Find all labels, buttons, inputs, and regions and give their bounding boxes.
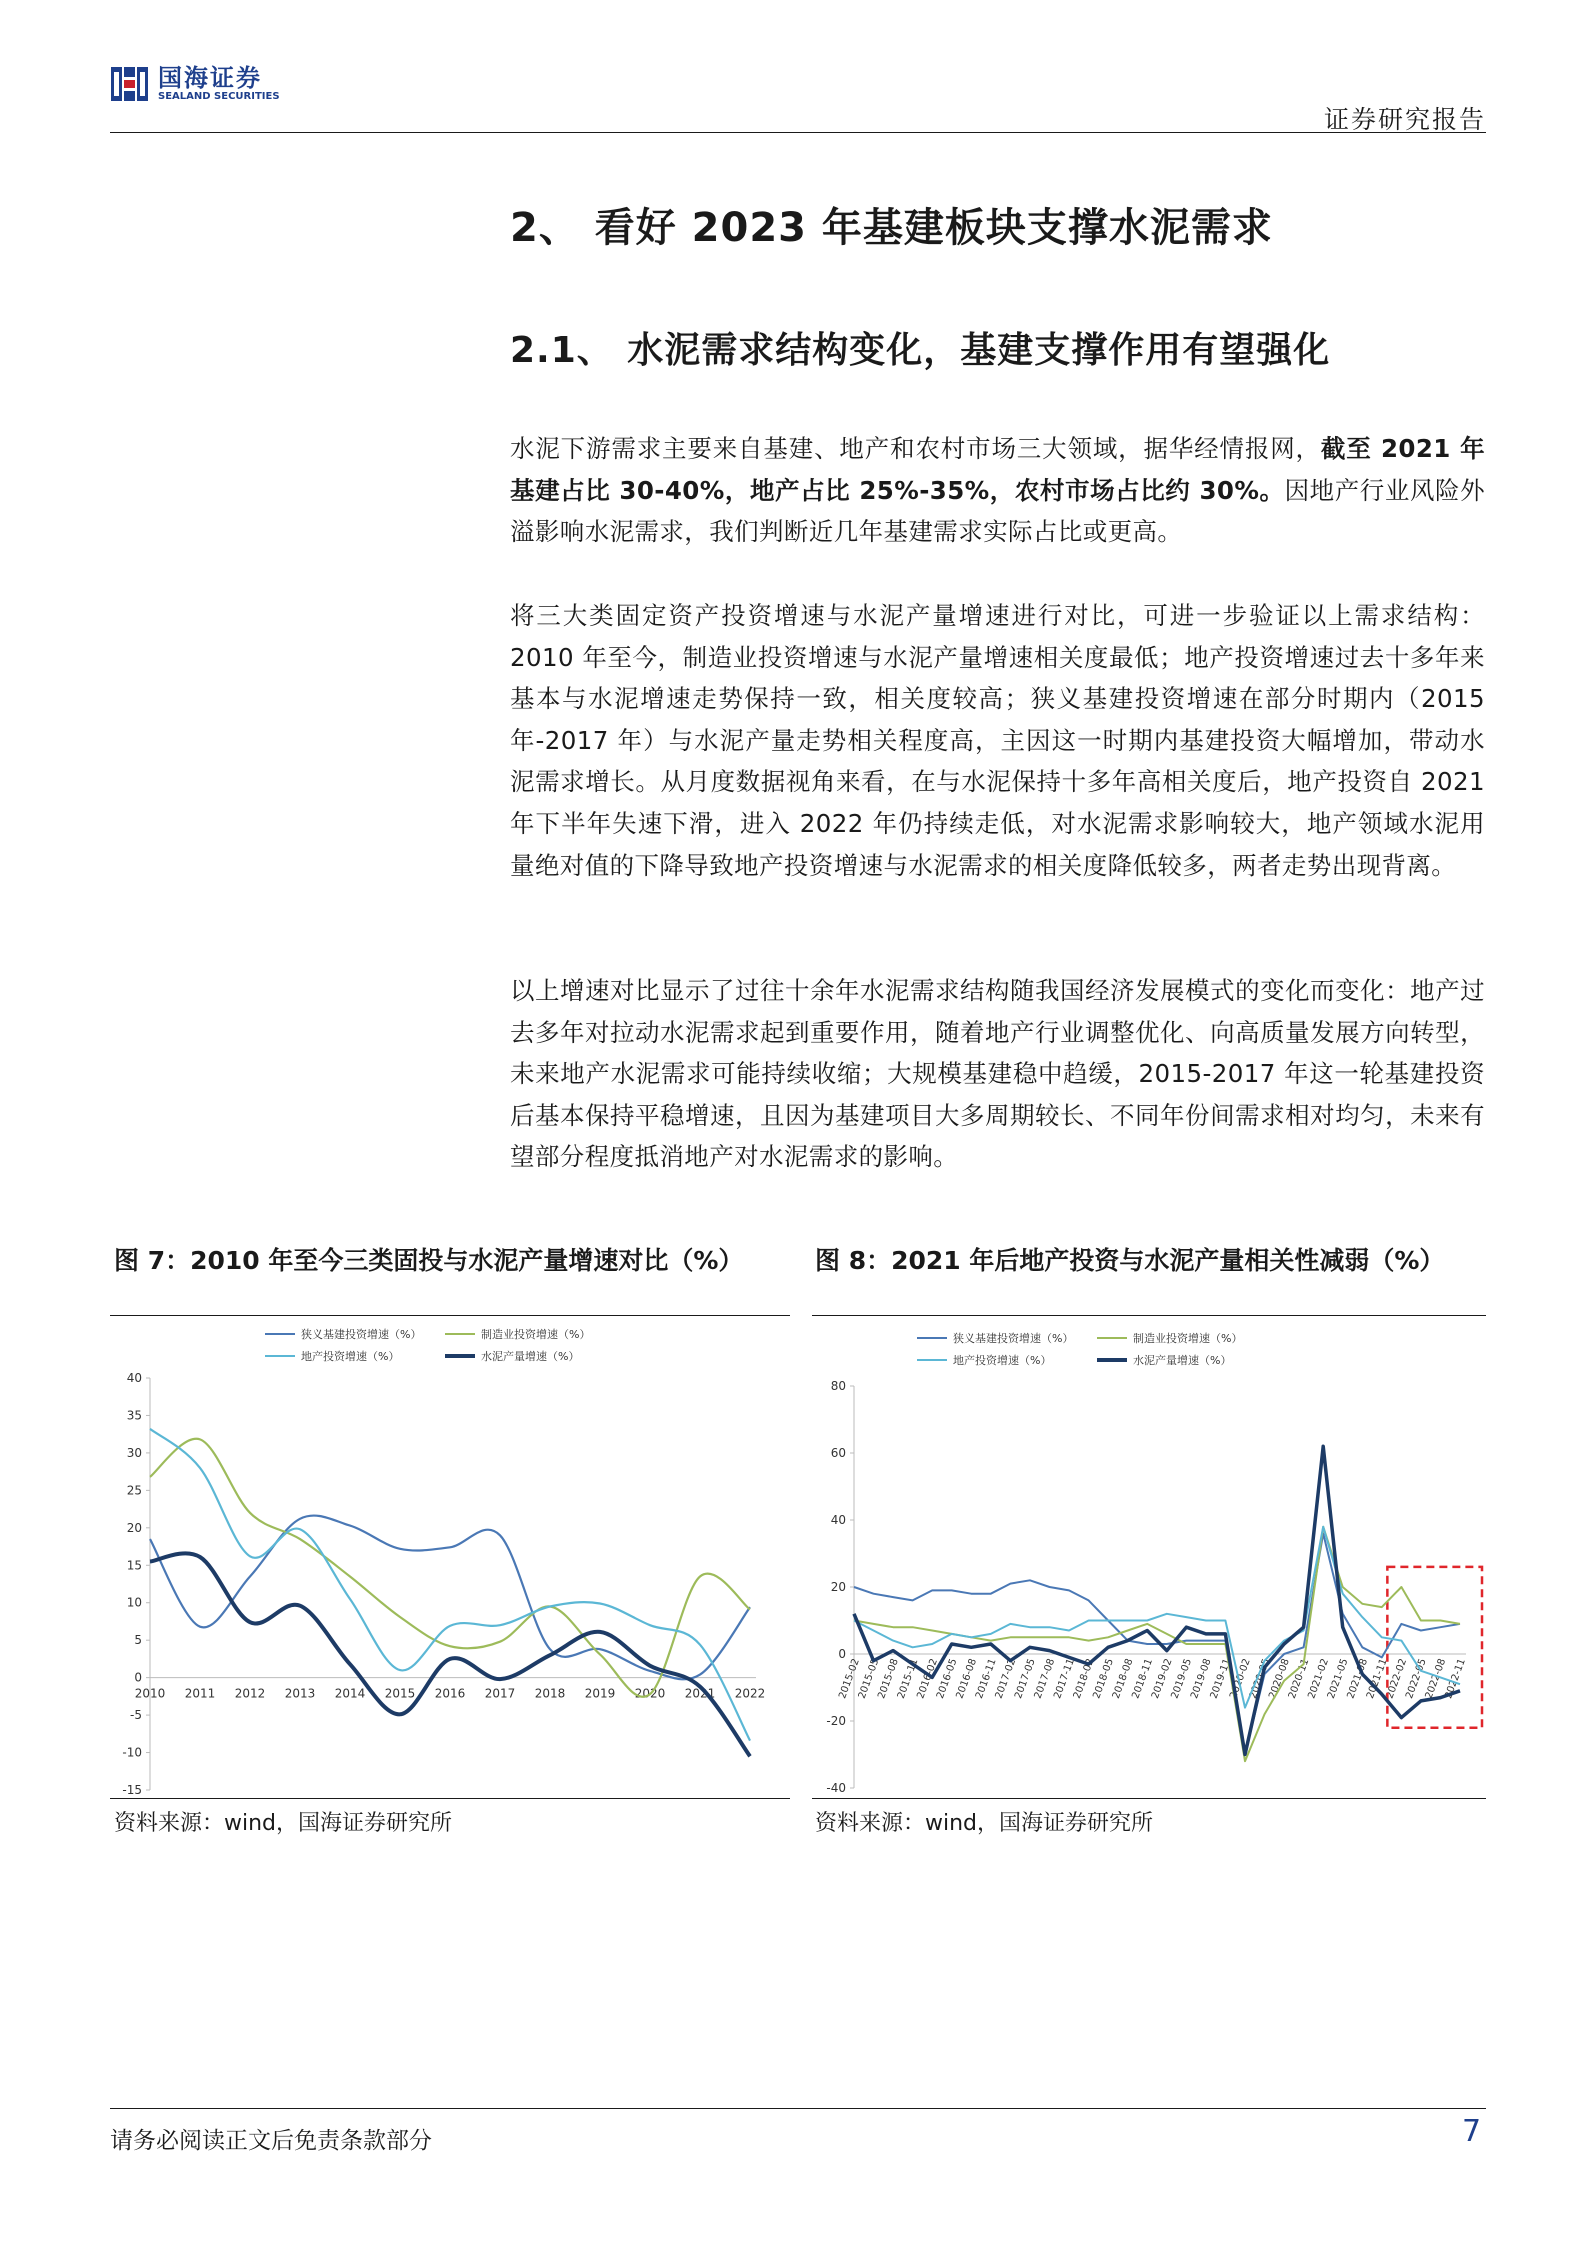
subsection-title: 2.1、 水泥需求结构变化，基建支撑作用有望强化	[510, 330, 1331, 371]
x-tick-label: 2016-11	[974, 1657, 999, 1701]
page-header	[110, 60, 1486, 132]
x-tick-label: 2012	[234, 1686, 266, 1701]
y-tick-label: -10	[122, 1745, 142, 1760]
company-logo	[110, 64, 280, 104]
x-tick-label: 2020-02	[1228, 1657, 1253, 1701]
figure8-title-rule	[812, 1315, 1486, 1316]
y-tick-label: 40	[830, 1513, 846, 1527]
x-tick-label: 2018-11	[1130, 1657, 1156, 1701]
legend-label: 狭义基建投资增速（%）	[953, 1332, 1074, 1345]
legend-label: 地产投资增速（%）	[953, 1354, 1052, 1367]
x-tick-label: 2015-08	[876, 1657, 901, 1701]
y-tick-label: 20	[830, 1580, 846, 1594]
x-tick-label: 2013	[284, 1686, 316, 1701]
y-tick-label: 10	[126, 1595, 142, 1610]
x-tick-label: 2022-11	[1443, 1657, 1468, 1701]
x-tick-label: 2016-08	[954, 1657, 980, 1701]
figure7-chart	[110, 1318, 790, 1798]
logo-english-name: SEALAND SECURITIES	[158, 91, 280, 102]
x-tick-label: 2010	[134, 1686, 166, 1701]
y-tick-label: 20	[126, 1520, 142, 1535]
y-tick-label: 60	[830, 1446, 846, 1460]
x-tick-label: 2020-05	[1247, 1657, 1273, 1701]
y-tick-label: 5	[134, 1633, 142, 1648]
footer-divider	[110, 2108, 1486, 2109]
paragraph1-lead: 水泥下游需求主要来自基建、地产和农村市场三大领域，据华经情报网，	[510, 434, 1321, 463]
footer-disclaimer: 请务必阅读正文后免责条款部分	[110, 2128, 432, 2154]
x-tick-label: 2011	[184, 1686, 216, 1701]
header-divider	[110, 132, 1486, 133]
figure7-bottom-rule	[110, 1798, 790, 1799]
figure7-source: 资料来源：wind，国海证券研究所	[114, 1811, 453, 1836]
paragraph-investment-comparison: 将三大类固定资产投资增速与水泥产量增速进行对比，可进一步验证以上需求结构：2010 年至今，制造业投资增速与水泥产量增速相关度最低；地产投资增速过去十多年来基本与水泥增速走势保持一致，相关度较高；狭义基建投资增速在部分时期内（2015 年-2017 年）与水泥产量走势相关程度高，主因这一时期内基建投资大幅增加，带动水泥需求增长。从月度数据视角来看，在与水泥保持十多年高相关度后，地产投资自 2021 年下半年失速下滑，进入 2022 年仍持续走低，对水泥需求影响较大，地产领域水泥用量绝对值的下降导致地产投资增速与水泥需求的相关度降低较多，两者走势出现背离。	[510, 601, 1485, 880]
x-tick-label: 2022-02	[1384, 1657, 1410, 1701]
x-tick-label: 2020-11	[1286, 1657, 1312, 1701]
section-title: 2、 看好 2023 年基建板块支撑水泥需求	[510, 205, 1273, 251]
x-tick-label: 2017	[484, 1686, 516, 1701]
x-tick-label: 2019-02	[1149, 1657, 1175, 1701]
x-tick-label: 2017-02	[993, 1657, 1019, 1701]
x-tick-label: 2016	[434, 1686, 466, 1701]
x-tick-label: 2015	[384, 1686, 416, 1701]
y-tick-label: 40	[126, 1371, 142, 1385]
figure8-title: 图 8：2021 年后地产投资与水泥产量相关性减弱（%）	[815, 1246, 1445, 1275]
series-line	[150, 1516, 750, 1680]
figure8-chart	[812, 1318, 1486, 1798]
figure8-source: 资料来源：wind，国海证券研究所	[815, 1811, 1154, 1836]
y-tick-label: 25	[126, 1483, 142, 1498]
series-line	[150, 1553, 750, 1756]
paragraph-demand-structure	[510, 428, 1485, 553]
legend-label: 狭义基建投资增速（%）	[301, 1328, 422, 1341]
x-tick-label: 2021-02	[1306, 1657, 1331, 1701]
x-tick-label: 2018-05	[1091, 1657, 1116, 1701]
paragraph1-tail: 因地产行业风险外溢影响水泥需求，我们判断近几年基建需求实际占比或更高。	[510, 475, 1485, 547]
figure7-title-rule	[110, 1315, 790, 1316]
x-tick-label: 2016-02	[915, 1657, 941, 1701]
logo-chinese-name: 国海证券	[158, 64, 262, 92]
figure8-bottom-rule	[812, 1798, 1486, 1799]
page-number: 7	[1462, 2114, 1482, 2149]
highlight-box	[1384, 1567, 1482, 1728]
y-tick-label: -15	[122, 1783, 142, 1797]
x-tick-label: 2018	[534, 1686, 566, 1701]
legend-label: 地产投资增速（%）	[301, 1350, 400, 1363]
x-tick-label: 2014	[334, 1686, 366, 1701]
x-tick-label: 2022-08	[1423, 1657, 1449, 1701]
x-tick-label: 2017-11	[1052, 1657, 1077, 1701]
legend-label: 水泥产量增速（%）	[481, 1350, 580, 1363]
series-line	[854, 1446, 1460, 1754]
x-tick-label: 2021-11	[1364, 1657, 1390, 1701]
x-tick-label: 2019-11	[1208, 1657, 1234, 1701]
x-tick-label: 2018-08	[1110, 1657, 1136, 1701]
x-tick-label: 2019-05	[1169, 1657, 1195, 1701]
y-tick-label: 15	[126, 1558, 142, 1573]
y-tick-label: 35	[126, 1408, 142, 1423]
paragraph1-bold: 截至 2021 年基建占比 30-40%，地产占比 25%-35%，农村市场占比约 30%。	[510, 434, 1485, 505]
x-tick-label: 2015-11	[895, 1657, 921, 1701]
legend-label: 水泥产量增速（%）	[1133, 1354, 1232, 1367]
y-tick-label: -40	[826, 1781, 846, 1795]
x-tick-label: 2019-08	[1189, 1657, 1214, 1701]
legend-label: 制造业投资增速（%）	[1133, 1332, 1243, 1345]
x-tick-label: 2021-05	[1325, 1657, 1351, 1701]
x-tick-label: 2020	[634, 1686, 666, 1701]
report-type-label: 证券研究报告	[1323, 105, 1486, 134]
y-tick-label: 0	[134, 1670, 142, 1685]
y-tick-label: 0	[838, 1647, 846, 1661]
sealand-logo-icon	[110, 64, 150, 104]
figure7-title: 图 7：2010 年至今三类固投与水泥产量增速对比（%）	[114, 1246, 744, 1275]
series-line	[854, 1533, 1460, 1754]
x-tick-label: 2017-08	[1032, 1657, 1058, 1701]
x-tick-label: 2018-02	[1071, 1657, 1097, 1701]
x-tick-label: 2022-05	[1404, 1657, 1429, 1701]
x-tick-label: 2020-08	[1267, 1657, 1292, 1701]
x-tick-label: 2015-05	[856, 1657, 882, 1701]
x-tick-label: 2021-08	[1345, 1657, 1371, 1701]
paragraph-structure-change: 以上增速对比显示了过往十余年水泥需求结构随我国经济发展模式的变化而变化：地产过去多年对拉动水泥需求起到重要作用，随着地产行业调整优化、向高质量发展方向转型，未来地产水泥需求可能持续收缩；大规模基建稳中趋缓，2015-2017 年这一轮基建投资后基本保持平稳增速，且因为基建项目大多周期较长、不同年份间需求相对均匀，未来有望部分程度抵消地产对水泥需求的影响。	[510, 976, 1485, 1172]
x-tick-label: 2017-05	[1013, 1657, 1038, 1701]
x-tick-label: 2015-02	[837, 1657, 862, 1701]
y-tick-label: 80	[830, 1379, 846, 1393]
y-tick-label: 30	[126, 1445, 142, 1460]
y-tick-label: -20	[826, 1714, 846, 1728]
legend-label: 制造业投资增速（%）	[481, 1328, 591, 1341]
x-tick-label: 2021	[684, 1686, 716, 1701]
y-tick-label: -5	[130, 1708, 142, 1723]
x-tick-label: 2022	[734, 1686, 766, 1701]
x-tick-label: 2016-05	[934, 1657, 960, 1701]
x-tick-label: 2019	[584, 1686, 616, 1701]
